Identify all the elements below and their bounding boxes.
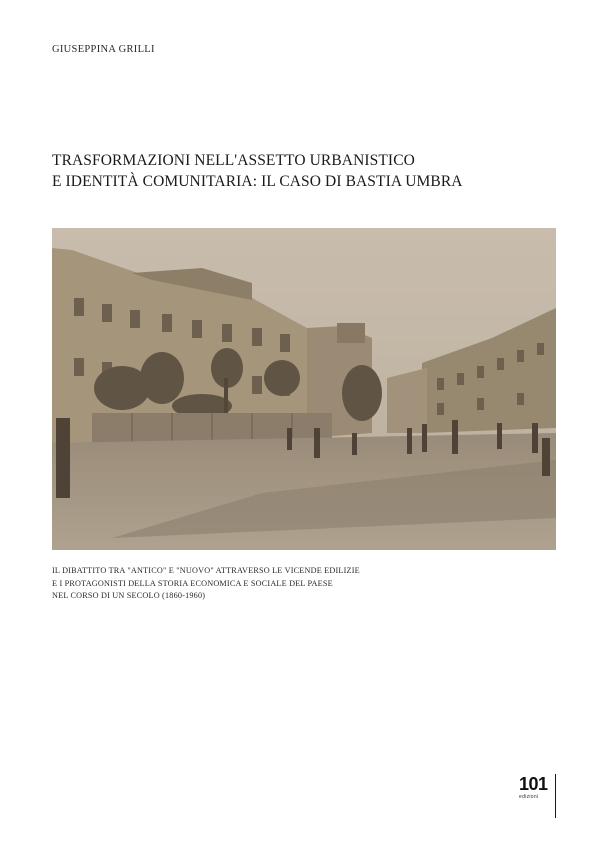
title-line-2: E IDENTITÀ COMUNITARIA: IL CASO DI BASTIA UMBRA [52, 173, 463, 190]
author-name: GIUSEPPINA GRILLI [52, 44, 155, 55]
subtitle-line-2: E I PROTAGONISTI DELLA STORIA ECONOMICA E SOCIALE DEL PAESE [52, 578, 333, 588]
subtitle-line-1: IL DIBATTITO TRA "ANTICO" E "NUOVO" ATTRAVERSO LE VICENDE EDILIZIE [52, 566, 360, 575]
publisher-logo [519, 774, 556, 818]
publisher-number: 101 [519, 774, 548, 794]
publisher-name: edizioni [519, 794, 539, 800]
subtitle-line-3: NEL CORSO DI UN SECOLO (1860-1960) [52, 591, 206, 600]
cover-photo [52, 228, 556, 550]
book-subtitle [52, 565, 552, 603]
title-line-1: TRASFORMAZIONI NELL'ASSETTO URBANISTICO [52, 152, 415, 169]
book-title [52, 150, 552, 192]
